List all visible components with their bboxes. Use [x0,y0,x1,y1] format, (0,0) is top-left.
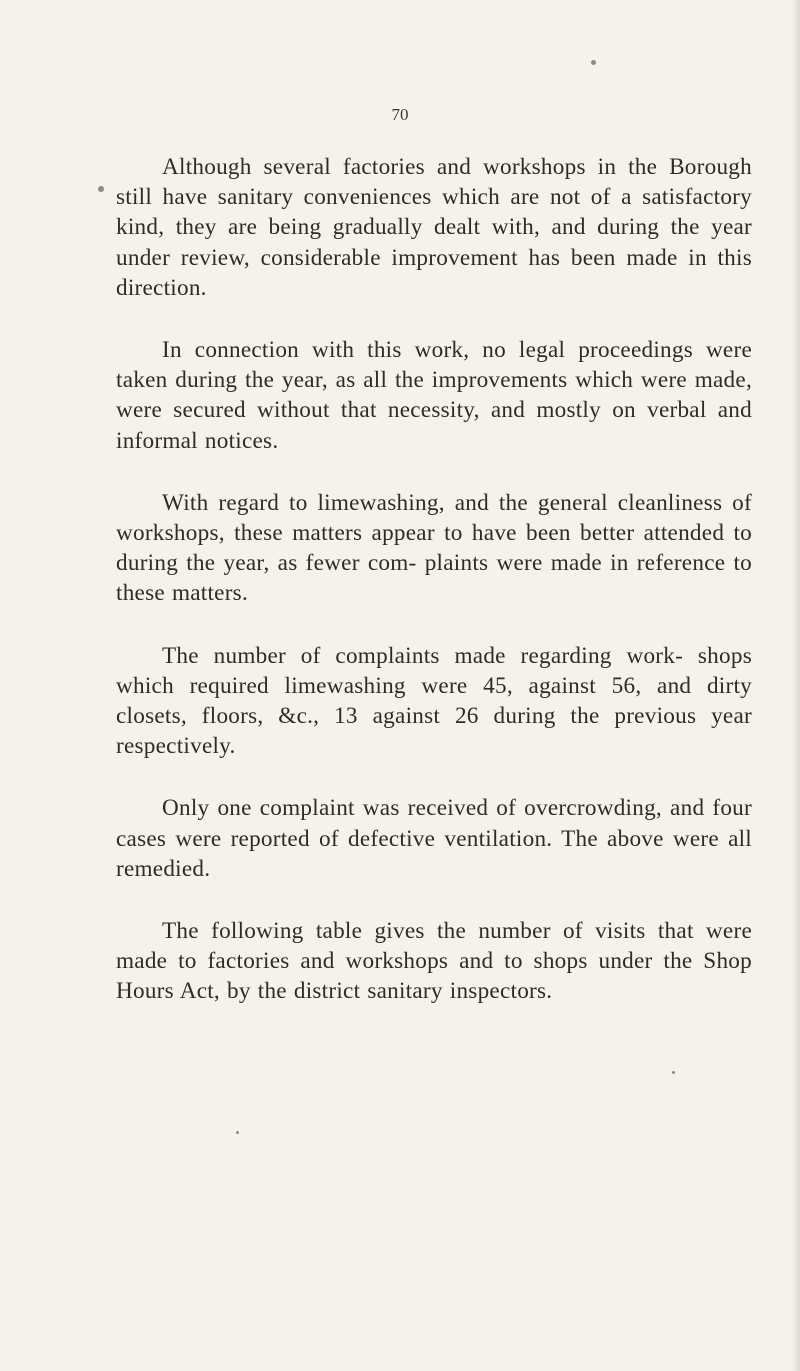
page-number: 70 [391,105,409,124]
paragraph-sanitary-conveniences: Although several factories and workshops in the Borough still have sanitary conveniences which are not of a satisfactory kind, they are being gradually dealt with, and during the year under review, considerable improvement has been made in this direction. [116,154,752,301]
paper-speck [672,1071,675,1074]
paper-speck [236,1131,239,1134]
body-text [116,152,752,1039]
paragraph-limewashing: With regard to limewashing, and the general cleanliness of workshops, these matters appear to have been better attended to during the year, as fewer com- plaints were made in reference to these matters. [116,489,752,607]
paper-speck [591,60,596,65]
paragraph-legal-proceedings: In connection with this work, no legal proceedings were taken during the year, as all the improvements which were made, were secured without that necessity, and mostly on verbal and informal notices. [116,337,752,454]
page-edge-shadow [792,0,800,1371]
paragraph-visits-table-intro: The following table gives the number of visits that were made to factories and workshops and to shops under the Shop Hours Act, by the district sanitary inspectors. [116,918,752,1005]
paragraph-complaints-count: The number of complaints made regarding work- shops which required limewashing were 45, against 56, and dirty closets, floors, &c., 13 against 26 during the previous year respectively. [116,642,752,760]
paragraph-overcrowding: Only one complaint was received of overcrowding, and four cases were reported of defective ventilation. The above were all remedied. [116,795,752,882]
paper-speck [98,186,104,192]
